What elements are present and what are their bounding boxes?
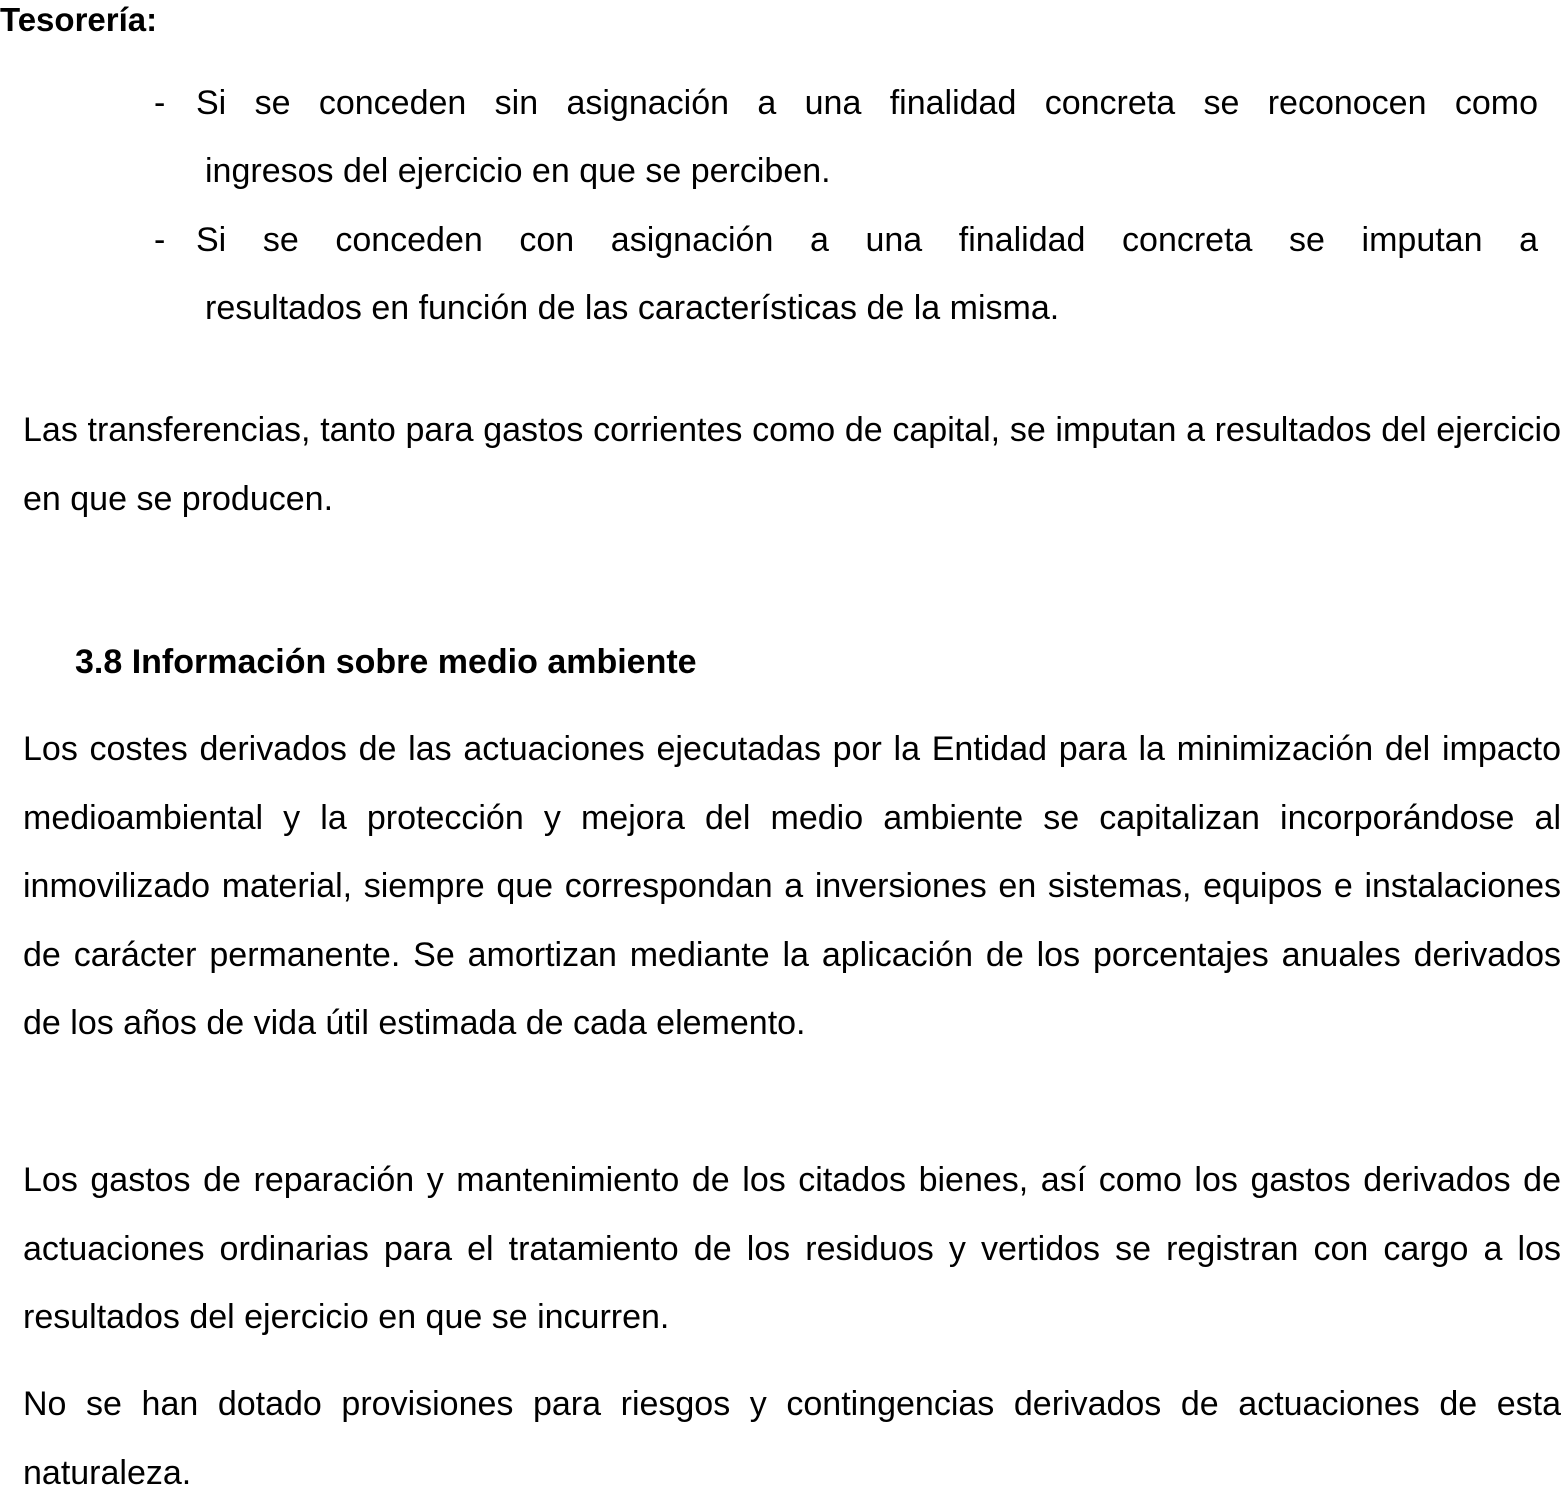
paragraph-transferencias: Las transferencias, tanto para gastos corrientes como de capital, se imputan a resultados del ejercicio en que se producen. <box>23 411 1561 518</box>
bullet-1-line-1: Si se conceden sin asignación a una finalidad concreta se reconocen como <box>196 84 1538 122</box>
paragraph-provisiones: No se han dotado provisiones para riesgos y contingencias derivados de actuaciones de esta naturaleza. <box>23 1385 1561 1492</box>
bullet-item-2 <box>154 206 1538 342</box>
section-title: 3.8 Información sobre medio ambiente <box>75 643 697 681</box>
bullet-1-line-2: ingresos del ejercicio en que se perciben. <box>205 152 831 190</box>
paragraph-gastos: Los gastos de reparación y mantenimiento de los citados bienes, así como los gastos derivados de actuaciones ordinarias para el tratamiento de los residuos y vertidos se registran con cargo a los resultados del ejercicio en que se incurren. <box>23 1161 1561 1336</box>
paragraph-costes: Los costes derivados de las actuaciones ejecutadas por la Entidad para la minimización del impacto medioambiental y la protección y mejora del medio ambiente se capitalizan incorporándose al inmovilizado material, siempre que correspondan a inversiones en sistemas, equipos e instalaciones de carácter permanente. Se amortizan mediante la aplicación de los porcentajes anuales derivados de los años de vida útil estimada de cada elemento. <box>23 730 1561 1042</box>
bullet-item-1 <box>154 69 1538 205</box>
bullet-2-line-1: Si se conceden con asignación a una finalidad concreta se imputan a <box>196 221 1538 259</box>
heading-tesoreria: Tesorería: <box>0 1 158 38</box>
bullet-dash: - <box>154 221 166 259</box>
bullet-2-line-2: resultados en función de las características de la misma. <box>205 289 1060 327</box>
bullet-dash: - <box>154 84 166 122</box>
